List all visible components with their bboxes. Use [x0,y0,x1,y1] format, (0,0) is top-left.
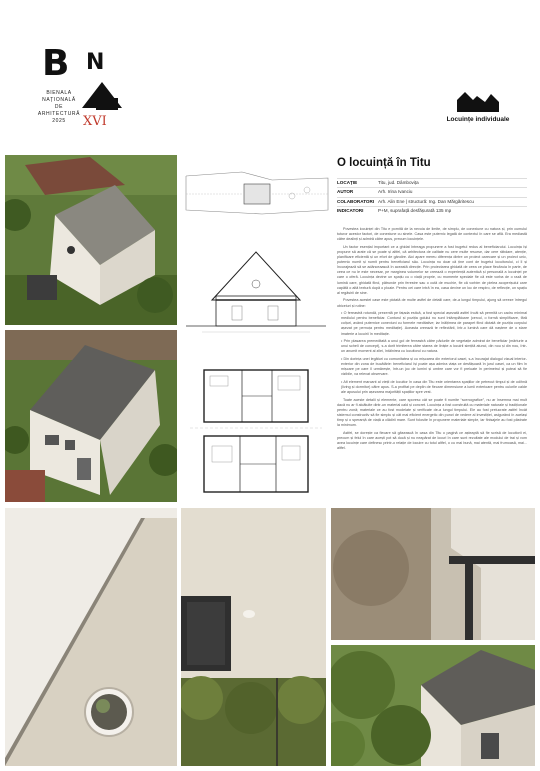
meta-row [337,206,527,215]
logo-subtitle [36,90,82,125]
photo-garden-view [331,645,535,766]
description-paragraph: Toate aceste detalii și elemente, care sporesc cât se poate fi numite “scenografice”, nu ar însemna mai mult dacă nu ar fi alcătuite dintr-un material cald și concret. Locuința a fost construită cu materiale naturale și tradiționale pentru zonă; materiale ce au fost modelate și verificate de-a lungul timpului. Ele au fost prelucrate astfel încât sistemul constructiv să fie simplu și cât mai eficient energetic din punct de vedere al investiției, asigurând în același timp și o speranță de viață a clădirii mare. Sunt folosite în propunere materiale simple, iar finisajele au fost păstrate la minimum. [337,397,527,428]
logo-subtitle-line: DE [54,104,64,110]
photo-entrance-door [181,508,326,766]
meta-row [337,197,527,206]
description-paragraph: Un factor esențial important ce a ghidat întreaga propunere a fost bugetul redus al beneficiarului. Locuința își propune să arate că se poate și altfel, că arhitectura de calitate nu cere multe resurse, dar cere răbdare, atenție, planificare eficientă și un efort de gândire. Aici apare mereu diferența dintre un proiect oarecare și un proiect unic, puternic numit și numit pentru beneficiarul său. Locuința nu doar că ține cont de bugetul locuitorului, ci îl și încurajează să se adânceaască în această direcție. Prin proiectarea ghidată de ceea ce place fiecăruia în parte, de ceea ce nu le este necesar, pe marginea volumelor se creează o experiență autentică și personală a locuinței pe care o oferă. Locuința devine un spațiu cu o viață proprie, cu momente speciale fie că este vorba de o rază de lumină care, ghidată fiind, pătrunde prin ferestre sau o cută de muchie, fie că vorbim de pielea acoperișului care capătă o altă textură după o ploaie. Pentru cei care intră în ea, casa devine un loc de respiro, de reflecție, un spațiu al regăsirii de sine. [337,244,527,295]
logo-letter-n: N [86,50,105,75]
logo-subtitle-line: ARHITECTURĂ [37,111,81,117]
logo-letter-b: B [42,43,70,84]
edition-number: XVI [83,114,107,129]
logo-subtitle-line: 2025 [52,118,66,124]
description-bullet: • Prin plasarea premeditată a unui gol de fereastră către pădurile de vegetație admirat de beneficiar (mărturie a unui scheli de concept), s-a dorit trimiterea către starea de liniște a locuirii simțită atunci, din nou și din nou, într-un anumit moment al zilei, întâlnirea cu locuitorul cu natura. [341,339,527,354]
house-silhouette-icon [455,88,501,112]
description-bullet: • O fereastră rotundă, prezentă pe fațada estică, a fost special așezată astfel încât să permită un cadru minimal mediului pentru beneficiar. Conturul și poziția golului nu sunt întâmplătoare (cercul, o formă simplificare, fără colțuri, având puternice conexiuni cu formele meditative; iar înălțimea de parapet fiind dictată de poziția corpului așezat pe pernuța pentru meditație). Aceasta creează te reflectării, într-o lumină care dă naștere de o stare imaterie a locuirii în meditație. [341,311,527,336]
logo-block-icon [96,98,118,110]
meta-key: LOCAȚIE [337,180,358,185]
photo-aerial-1 [5,155,177,325]
description-paragraph: Astfel, se dorește ca fiecare să găsească în casa din Titu o pagină ce așteaptă să fie scrisă de locuitorii ei, precum și felul în care acești pot să ducă și nu neapărat de locuri în care sunt rezultate ale modului de trai și vom avea locuințe care definesc printr-o relație de locuire cu totul altfel, o cu mai bună, mai atentă, mai frumoasă, mai... altfel. [337,431,527,451]
meta-value: Titu, jud. Dâmbovița [378,180,419,185]
meta-key: INDICATORI [337,208,364,214]
description-paragraph: Povestea acestei case este pictată de multe astfel de detalii care, de-a lungul timpului, ajung să creeze întregul obiceiuri și rutine: [337,298,527,308]
project-description [337,227,527,454]
logo-subtitle-line: BIENALA [46,90,72,96]
meta-row [337,187,527,196]
category-badge [432,88,524,123]
photo-aerial-2 [5,330,177,502]
description-paragraph: Povestea locuinței din Titu e pornită de la nevoia de limite, de simplu, de conexiune cu natura și, prin cumulul tuturor acestor factori, de conexiune cu sinele. Casa este puternic legată de contextul în care se află. Era mediastă către dealinți și admiră către apus, precum locuințele. [337,227,527,242]
project-meta [337,178,527,216]
meta-value: P+M, suprafață desfășurată 135 mp [378,208,452,214]
meta-key: AUTOR [337,189,354,195]
logo-subtitle-line: NAȚIONALĂ [42,97,76,103]
meta-value: Arh. Alin Ene | structură: Ing. Dan Mărgăritescu [378,198,474,204]
description-bullet: • Din dorința unei legături cu comunitatea și cu mișcarea din exteriorul casei, s-a încurajat dialogul vizual interior-exterior din zona de bucătărie: beneficiarul își poate așa admira viața ce desfășoară în jurul casei, ca un film în mișcare pe care îl urmărește, într-un joc de lumini și umbre care vor fi preluate în perimetrul și puteai să fie vizibile, va relevat observare. [341,357,527,377]
meta-value: Arh. Irina Ivanciu [378,189,413,195]
drawing-section [182,240,330,350]
bna-logo [34,43,134,146]
description-bullet: • Alt element marcant al vieții de locuitor în casa din Titu este orientarea spațiilor de petrecut timpul și de odihnă (living și dormitor) către apus. S-a profitat pe deplin de fiecare dimensiune a lumii exterioare pentru culorile calde ale apusului prin așezarea majorității spațiilor spre vest. [341,380,527,395]
meta-row [337,178,527,187]
project-title: O locuință în Titu [337,157,431,169]
drawing-floor-plans [182,356,330,504]
photo-round-window [5,508,177,766]
photo-gutter-detail [331,508,535,640]
meta-key: COLABORATORI [337,198,375,204]
drawing-site-plan [182,166,330,218]
category-label: Locuințe individuale [446,116,510,123]
